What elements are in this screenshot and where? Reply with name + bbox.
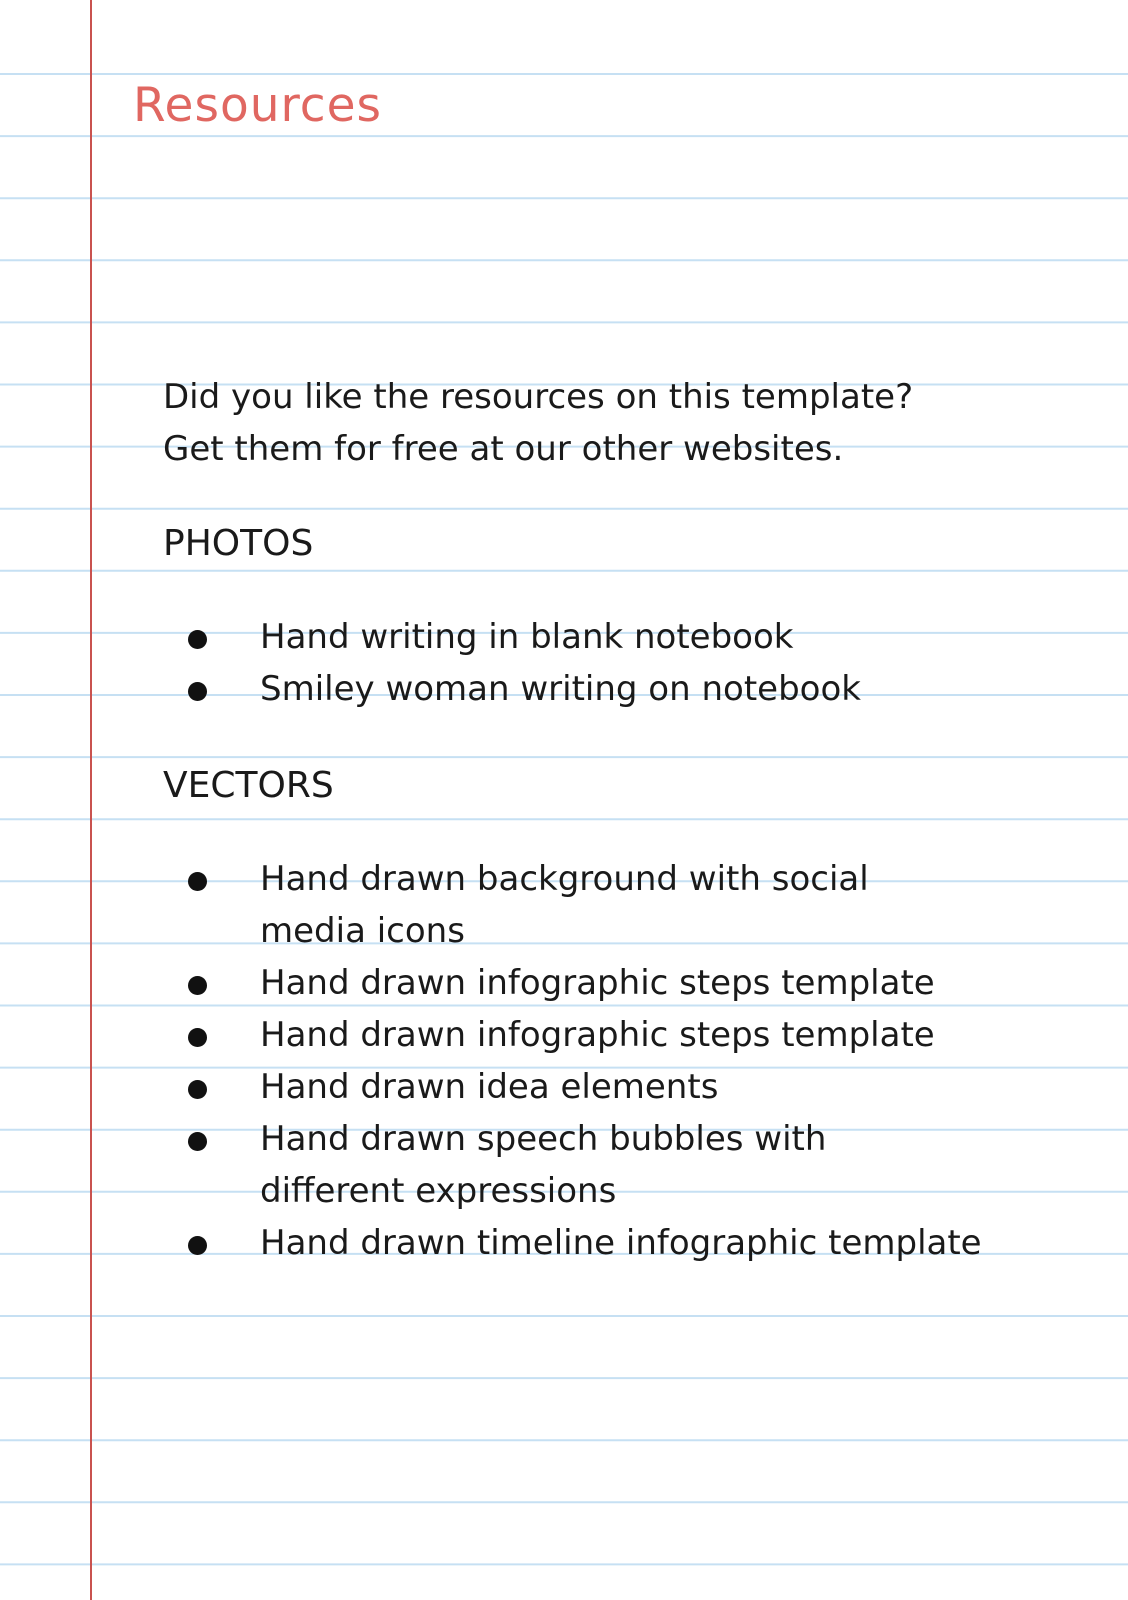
photo-link-hand-writing[interactable]: Hand writing in blank notebook: [260, 617, 794, 657]
intro-line-2: Get them for free at our other websites.: [163, 429, 844, 469]
bullet-icon: [188, 630, 207, 649]
photos-heading: PHOTOS: [163, 523, 314, 564]
vector-link-social-media-background[interactable]: Hand drawn background with social media icons: [260, 859, 869, 951]
vector-link-speech-bubbles[interactable]: Hand drawn speech bubbles with different expressions: [260, 1119, 827, 1211]
list-item: [0, 957, 1060, 1009]
vectors-heading: VECTORS: [163, 765, 334, 806]
bullet-icon: [188, 1132, 207, 1151]
bullet-icon: [188, 872, 207, 891]
bullet-icon: [188, 1080, 207, 1099]
list-item: [0, 1009, 1060, 1061]
list-item: [0, 1061, 1060, 1113]
vector-link-infographic-steps-2[interactable]: Hand drawn infographic steps template: [260, 1015, 935, 1055]
list-item: [0, 611, 1060, 663]
vector-link-infographic-steps-1[interactable]: Hand drawn infographic steps template: [260, 963, 935, 1003]
vector-link-idea-elements[interactable]: Hand drawn idea elements: [260, 1067, 719, 1107]
vector-link-timeline-infographic[interactable]: Hand drawn timeline infographic template: [260, 1223, 982, 1263]
page-title: Resources: [133, 78, 383, 133]
bullet-icon: [188, 1236, 207, 1255]
vectors-list: [0, 853, 1060, 1269]
bullet-icon: [188, 1028, 207, 1047]
photos-list: [0, 611, 1060, 715]
list-item: [0, 663, 1060, 715]
intro-line-1: Did you like the resources on this template?: [163, 377, 914, 417]
photo-link-smiley-woman[interactable]: Smiley woman writing on notebook: [260, 669, 861, 709]
list-item: [0, 1113, 1060, 1217]
intro-text: [163, 371, 1063, 475]
list-item: [0, 853, 1060, 957]
bullet-icon: [188, 976, 207, 995]
list-item: [0, 1217, 1060, 1269]
bullet-icon: [188, 682, 207, 701]
